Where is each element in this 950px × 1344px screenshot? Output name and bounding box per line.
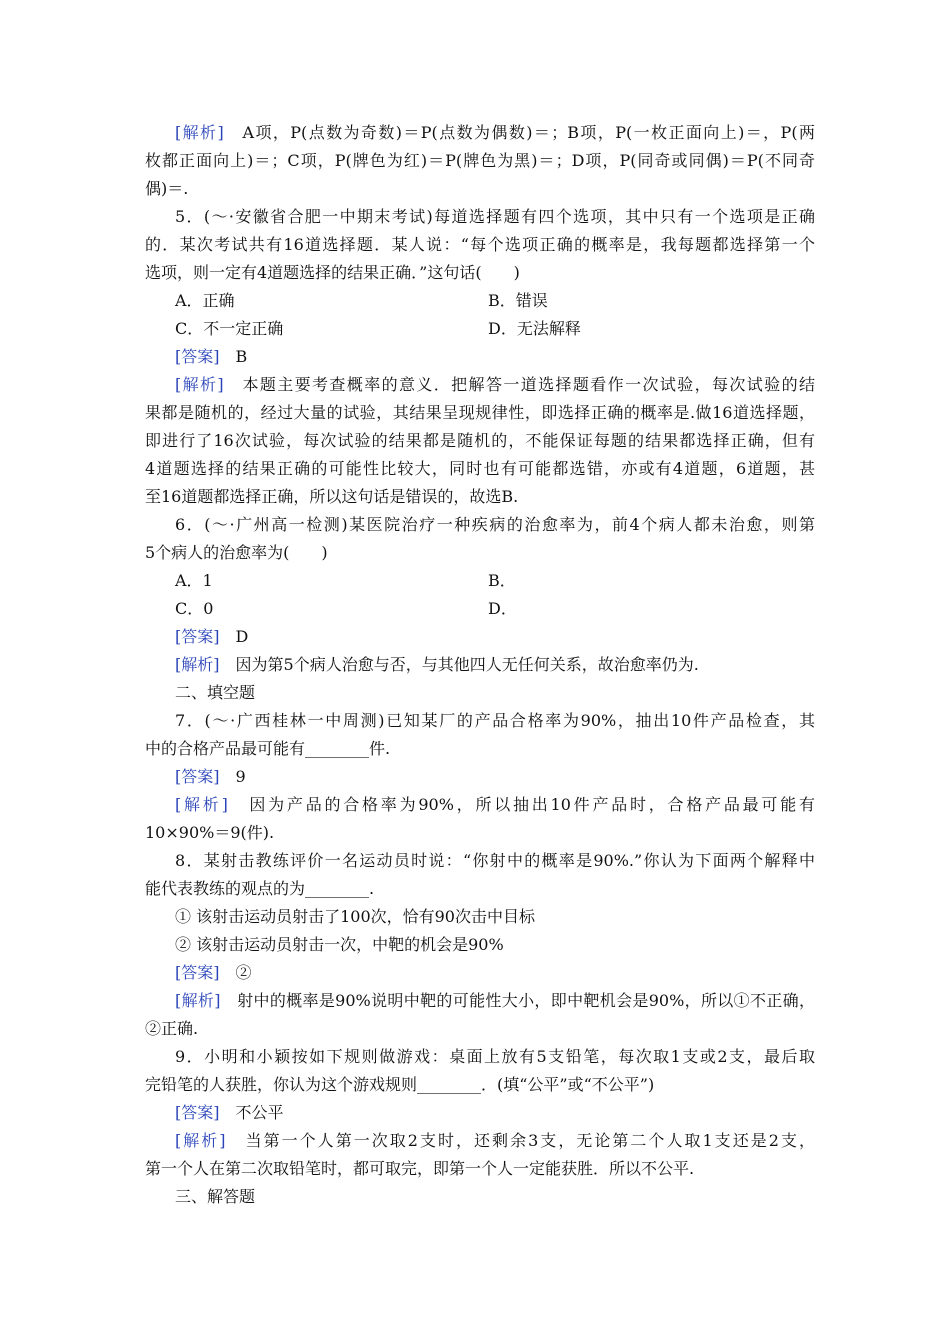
analysis-tag: [解析] — [175, 795, 228, 814]
q6-option-d: D． — [488, 599, 517, 618]
analysis-tag: [解析] — [175, 123, 224, 142]
q7-stem-line-1: 7．(～·广西桂林一中周测)已知某厂的产品合格率为90%，抽出10件产品检查，其 — [175, 711, 815, 730]
answer-tag: [答案] — [175, 627, 220, 646]
q9-stem-line-1: 9．小明和小颖按如下规则做游戏：桌面上放有5支铅笔，每次取1支或2支，最后取 — [175, 1047, 815, 1066]
q8-item-1: ① 该射击运动员射击了100次，恰有90次击中目标 — [175, 907, 535, 926]
answer-tag: [答案] — [175, 347, 220, 366]
q5-analysis-line-3: 即进行了16次试验，每次试验的结果都是随机的，不能保证每题的结果都选择正确，但有 — [145, 431, 815, 450]
q6-option-a: A．1 — [175, 571, 213, 590]
q7-analysis-line-2: 10×90%＝9(件). — [145, 823, 275, 842]
q7-answer: [答案] 9 — [175, 767, 246, 786]
q6-analysis: [解析] 因为第5个病人治愈与否，与其他四人无任何关系，故治愈率仍为. — [175, 655, 699, 674]
q7-analysis-line-1: [解析] 因为产品的合格率为90%，所以抽出10件产品时，合格产品最可能有 — [175, 795, 815, 814]
q4-analysis-line-1: [解析] A项，P(点数为奇数)＝P(点数为偶数)＝；B项，P(一枚正面向上)＝，P(两 — [175, 123, 815, 142]
q5-option-d: D．无法解释 — [488, 319, 581, 338]
q5-answer: [答案] B — [175, 347, 248, 366]
section-heading-solve: 三、解答题 — [175, 1187, 256, 1206]
q6-options-row-2 — [175, 595, 815, 623]
answer-tag: [答案] — [175, 767, 220, 786]
q5-stem-line-2: 的．某次考试共有16道选择题．某人说：“每个选项正确的概率是，我每题都选择第一个 — [145, 235, 815, 254]
q6-answer: [答案] D — [175, 627, 249, 646]
q4-analysis-line-3: 偶)＝. — [145, 179, 189, 198]
answer-tag: [答案] — [175, 963, 220, 982]
analysis-tag: [解析] — [175, 375, 224, 394]
q9-analysis-line-2: 第一个人在第二次取铅笔时，都可取完，即第一个人一定能获胜．所以不公平. — [145, 1159, 695, 1178]
q6-stem-line-1: 6．(～·广州高一检测)某医院治疗一种疾病的治愈率为，前4个病人都未治愈，则第 — [175, 515, 815, 534]
q8-stem-line-2: 能代表教练的观点的为________. — [145, 879, 375, 898]
q6-stem-line-2: 5个病人的治愈率为( ) — [145, 543, 328, 562]
q8-answer: [答案] ② — [175, 963, 252, 982]
q4-analysis-line-2: 枚都正面向上)＝；C项，P(牌色为红)＝P(牌色为黑)＝；D项，P(同奇或同偶)＝P(不同奇 — [145, 151, 815, 170]
q5-option-a: A．正确 — [175, 291, 235, 310]
q9-stem-line-2: 完铅笔的人获胜，你认为这个游戏规则________．(填“公平”或“不公平”) — [145, 1075, 655, 1094]
q5-stem-line-1: 5．(～·安徽省合肥一中期末考试)每道选择题有四个选项，其中只有一个选项是正确 — [175, 207, 815, 226]
q5-option-c: C．不一定正确 — [175, 319, 284, 338]
q5-options-row-1 — [175, 287, 815, 315]
q5-analysis-line-5: 至16道题都选择正确，所以这句话是错误的，故选B. — [145, 487, 519, 506]
analysis-tag: [解析] — [175, 991, 221, 1010]
q7-stem-line-2: 中的合格产品最可能有________件. — [145, 739, 391, 758]
section-heading-fill-blank: 二、填空题 — [175, 683, 256, 702]
q5-analysis-line-2: 果都是随机的，经过大量的试验，其结果呈现规律性，即选择正确的概率是.做16道选择题， — [145, 403, 815, 422]
q9-analysis-line-1: [解析] 当第一个人第一次取2支时，还剩余3支，无论第二个人取1支还是2支， — [175, 1131, 815, 1150]
q8-analysis-line-1: [解析] 射中的概率是90%说明中靶的可能性大小，即中靶机会是90%，所以①不正确， — [175, 991, 815, 1010]
q5-stem-line-3: 选项，则一定有4道题选择的结果正确．”这句话( ) — [145, 263, 520, 282]
q8-stem-line-1: 8．某射击教练评价一名运动员时说：“你射中的概率是90%.”你认为下面两个解释中 — [175, 851, 815, 870]
q5-option-b: B．错误 — [488, 291, 548, 310]
analysis-tag: [解析] — [175, 1131, 226, 1150]
q6-options-row-1 — [175, 567, 815, 595]
q5-analysis-line-4: 4道题选择的结果正确的可能性比较大，同时也有可能都选错，亦或有4道题，6道题，甚 — [145, 459, 815, 478]
q6-option-c: C．0 — [175, 599, 214, 618]
answer-tag: [答案] — [175, 1103, 220, 1122]
q6-option-b: B． — [488, 571, 516, 590]
q8-analysis-line-2: ②正确. — [145, 1019, 199, 1038]
q9-answer: [答案] 不公平 — [175, 1103, 284, 1122]
analysis-tag: [解析] — [175, 655, 220, 674]
q5-analysis-line-1: [解析] 本题主要考查概率的意义．把解答一道选择题看作一次试验，每次试验的结 — [175, 375, 815, 394]
q8-item-2: ② 该射击运动员射击一次，中靶的机会是90% — [175, 935, 504, 954]
q5-options-row-2 — [175, 315, 815, 343]
